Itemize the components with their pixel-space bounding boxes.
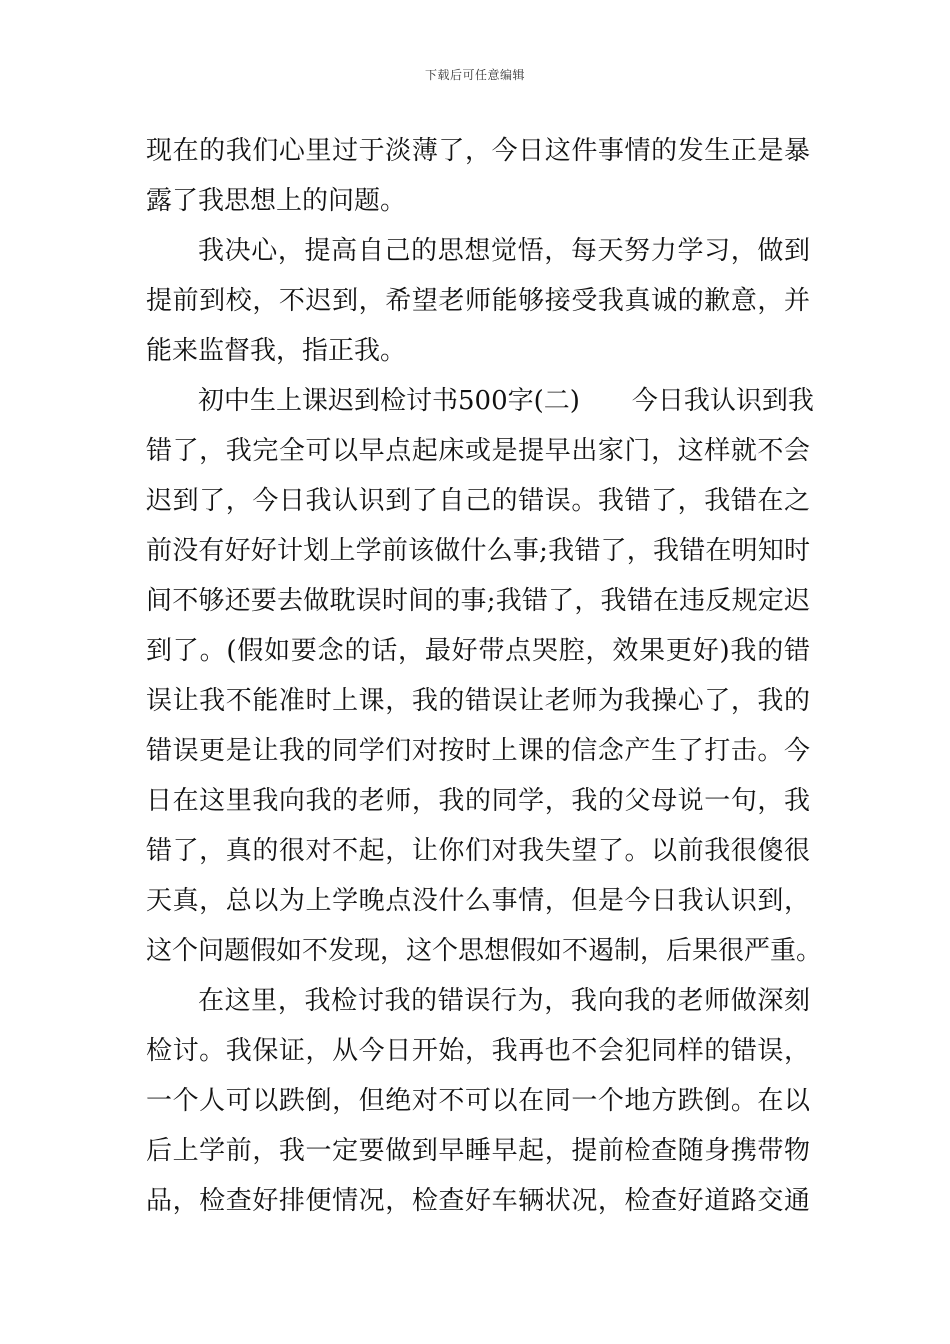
text-line: 在这里，我检讨我的错误行为，我向我的老师做深刻: [198, 986, 810, 1016]
text-line: 到了。(假如要念的话，最好带点哭腔，效果更好)我的错: [146, 636, 810, 666]
text-line: 这个问题假如不发现，这个思想假如不遏制，后果很严重。: [146, 936, 823, 966]
text-line: 迟到了，今日我认识到了自己的错误。我错了，我错在之: [146, 486, 810, 516]
text-line: 前没有好好计划上学前该做什么事;我错了，我错在明知时: [146, 536, 810, 566]
text-line: 能来监督我，指正我。: [146, 336, 407, 366]
text-line: 错了，真的很对不起，让你们对我失望了。以前我很傻很: [146, 836, 810, 866]
text-line: 提前到校，不迟到，希望老师能够接受我真诚的歉意，并: [146, 286, 810, 316]
text-line: 我决心，提高自己的思想觉悟，每天努力学习，做到: [198, 236, 810, 266]
text-line: 日在这里我向我的老师，我的同学，我的父母说一句，我: [146, 786, 810, 816]
page-header: 下载后可任意编辑: [424, 68, 525, 82]
text-line: 一个人可以跌倒，但绝对不可以在同一个地方跌倒。在以: [146, 1086, 810, 1116]
text-line: 检讨。我保证，从今日开始，我再也不会犯同样的错误，: [146, 1036, 810, 1066]
text-line: 露了我思想上的问题。: [146, 186, 407, 216]
text-line: 品，检查好排便情况，检查好车辆状况，检查好道路交通: [146, 1186, 810, 1216]
document-body: [146, 126, 823, 1226]
text-line: 初中生上课迟到检讨书500字(二) 今日我认识到我: [198, 386, 814, 416]
text-line: 错了，我完全可以早点起床或是提早出家门，这样就不会: [146, 436, 810, 466]
text-line: 天真，总以为上学晚点没什么事情，但是今日我认识到，: [146, 886, 810, 916]
text-line: 错误更是让我的同学们对按时上课的信念产生了打击。今: [146, 736, 810, 766]
text-line: 现在的我们心里过于淡薄了，今日这件事情的发生正是暴: [146, 136, 810, 166]
text-line: 间不够还要去做耽误时间的事;我错了，我错在违反规定迟: [146, 586, 810, 616]
text-line: 误让我不能准时上课，我的错误让老师为我操心了，我的: [146, 686, 810, 716]
text-line: 后上学前，我一定要做到早睡早起，提前检查随身携带物: [146, 1136, 810, 1166]
